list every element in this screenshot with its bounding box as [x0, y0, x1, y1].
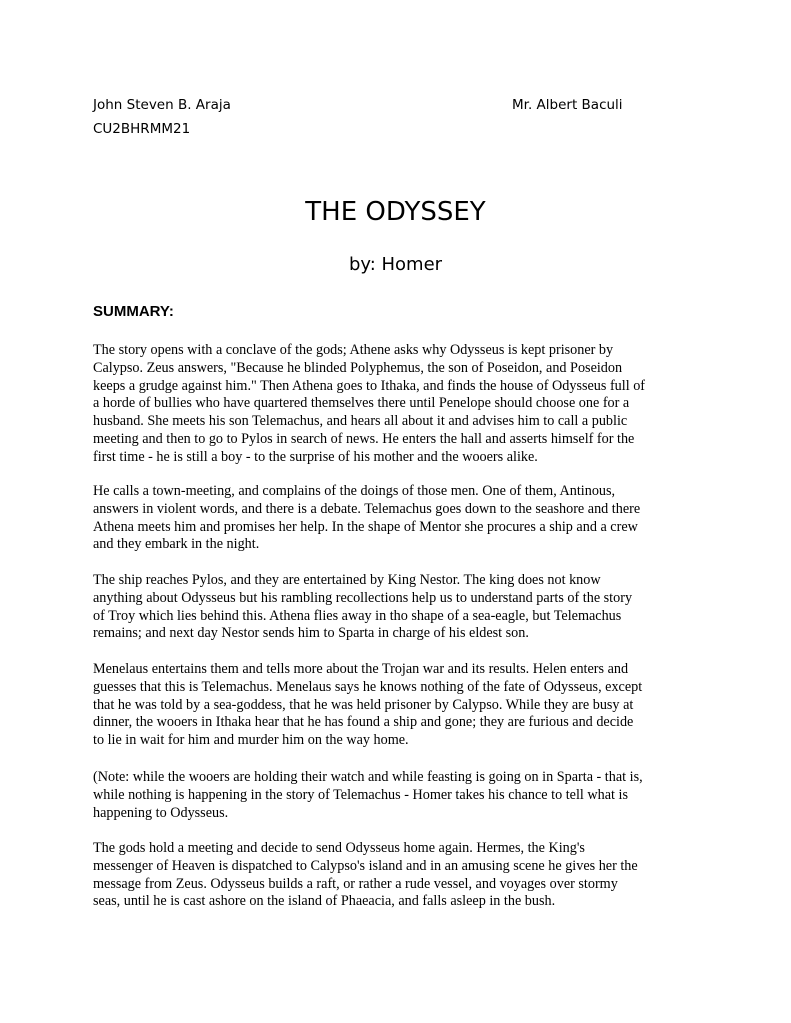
text-line: The ship reaches Pylos, and they are entertained by King Nestor. The king does not know: [93, 572, 601, 588]
summary-heading: SUMMARY:: [93, 303, 174, 320]
text-line: of Troy which lies behind this. Athena flies away in tho shape of a sea-eagle, but Telemachus: [93, 607, 622, 624]
summary-paragraph: [93, 769, 713, 822]
text-line: He calls a town-meeting, and complains of the doings of those men. One of them, Antinous,: [93, 483, 616, 499]
text-line: Menelaus entertains them and tells more about the Trojan war and its results. Helen enters and: [93, 661, 629, 677]
text-line: while nothing is happening in the story of Telemachus - Homer takes his chance to tell what is: [93, 786, 628, 803]
text-line: message from Zeus. Odysseus builds a raft, or rather a rude vessel, and voyages over stormy: [93, 875, 618, 892]
text-line: seas, until he is cast ashore on the island of Phaeacia, and falls asleep in the bush.: [93, 893, 556, 910]
summary-paragraph: [93, 840, 713, 911]
text-line: anything about Odysseus but his rambling recollections help us to understand parts of the story: [93, 589, 633, 606]
text-line: first time - he is still a boy - to the surprise of his mother and the wooers alike.: [93, 448, 538, 465]
text-line: that he was told by a sea-goddess, that he was held prisoner by Calypso. While they are busy at: [93, 696, 634, 713]
text-line: happening to Odysseus.: [93, 804, 229, 821]
text-line: meeting and then to go to Pylos in search of news. He enters the hall and asserts himself for the: [93, 430, 635, 447]
text-line: dinner, the wooers in Ithaka hear that he has found a ship and gone; they are furious and decide: [93, 714, 634, 731]
teacher-name: Mr. Albert Baculi: [512, 97, 623, 113]
text-line: and they embark in the night.: [93, 536, 260, 553]
text-line: messenger of Heaven is dispatched to Calypso's island and in an amusing scene he gives her the: [93, 857, 638, 874]
summary-paragraph: [93, 483, 713, 554]
author-byline: by: Homer: [348, 254, 443, 275]
text-line: to lie in wait for him and murder him on the way home.: [93, 732, 409, 749]
text-line: The story opens with a conclave of the gods; Athene asks why Odysseus is kept prisoner by: [93, 342, 614, 358]
summary-paragraph: [93, 342, 713, 467]
document-title: THE ODYSSEY: [305, 197, 486, 227]
author-name: John Steven B. Araja: [93, 97, 231, 113]
class-code: CU2BHRMM21: [93, 121, 191, 137]
text-line: Calypso. Zeus answers, "Because he blinded Polyphemus, the son of Poseidon, and Poseidon: [93, 359, 623, 376]
summary-paragraph: [93, 661, 713, 750]
text-line: husband. She meets his son Telemachus, and hears all about it and advises him to call a public: [93, 413, 628, 430]
text-line: remains; and next day Nestor sends him to Sparta in charge of his eldest son.: [93, 625, 529, 642]
text-line: Athena meets him and promises her help. In the shape of Mentor she procures a ship and a crew: [93, 518, 638, 535]
summary-paragraph: [93, 572, 713, 643]
text-line: answers in violent words, and there is a debate. Telemachus goes down to the seashore and there: [93, 500, 641, 517]
text-line: guesses that this is Telemachus. Menelaus says he knows nothing of the fate of Odysseus, except: [93, 678, 643, 695]
text-line: (Note: while the wooers are holding their watch and while feasting is going on in Sparta - that is,: [93, 769, 643, 785]
text-line: a horde of bullies who have quartered themselves there until Penelope should choose one for a: [93, 395, 630, 412]
text-line: keeps a grudge against him." Then Athena goes to Ithaka, and finds the house of Odysseus full of: [93, 377, 646, 394]
text-line: The gods hold a meeting and decide to send Odysseus home again. Hermes, the King's: [93, 840, 585, 856]
